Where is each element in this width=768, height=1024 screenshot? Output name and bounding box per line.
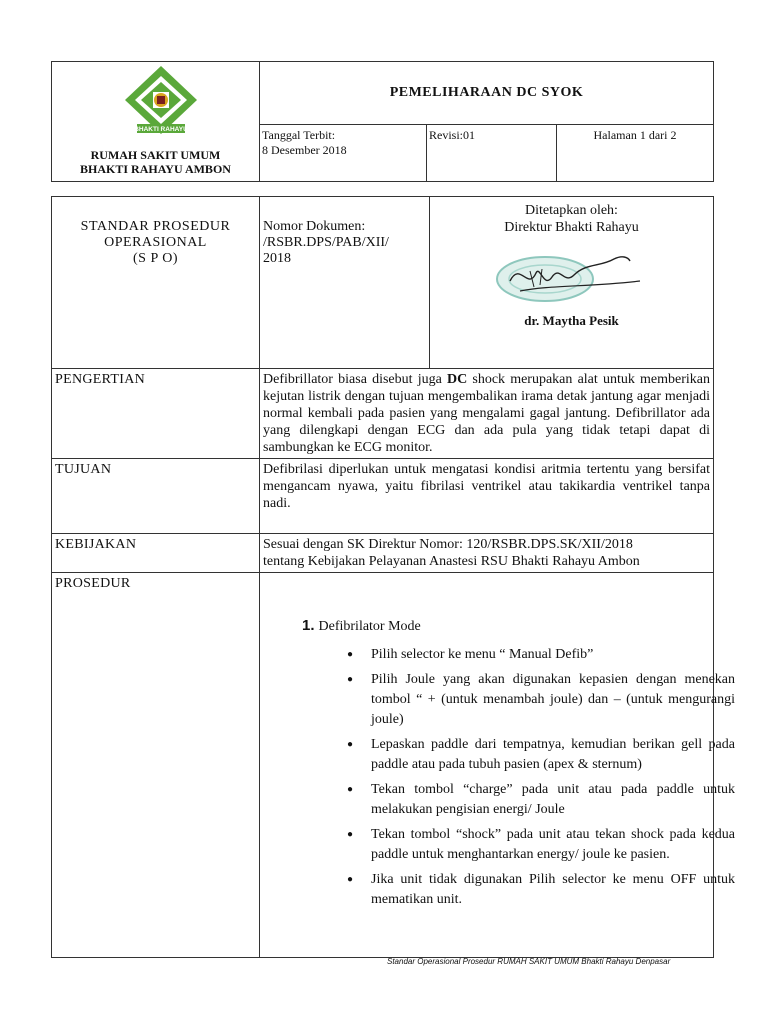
prosedur-step-title (302, 617, 421, 635)
logo-cell (52, 62, 260, 182)
tanggal-value: 8 Desember 2018 (262, 143, 347, 157)
kebijakan-label: KEBIJAKAN (52, 534, 260, 573)
logo-text: BHAKTI RAHAYU (134, 126, 188, 133)
signer-name: dr. Maytha Pesik (524, 313, 619, 328)
list-item: ● Jika unit tidak digunakan Pilih selector ke menu OFF untuk mematikan unit. (371, 870, 735, 910)
list-item: ● Tekan tombol “charge” pada unit atau pada paddle untuk melakukan pengisian energi/ Joule (371, 780, 735, 820)
tujuan-text: Defibrilasi diperlukan untuk mengatasi kondisi aritmia tertentu yang bersifat mengancam nyawa, yaitu fibrilasi ventrikel atau takikardia ventrikel tanpa nadi. (260, 459, 714, 534)
spo-cell (52, 197, 260, 369)
step-number: 1. (302, 617, 315, 634)
spo-line3: (S P O) (133, 251, 178, 266)
kebijakan-line1: Sesuai dengan SK Direktur Nomor: 120/RSBR.DPS.SK/XII/2018 (263, 537, 633, 552)
halaman-cell: Halaman 1 dari 2 (557, 125, 714, 182)
nomor-dokumen-cell (260, 197, 430, 369)
tanggal-cell (260, 125, 427, 182)
hospital-name (52, 148, 259, 176)
list-item: ● Lepaskan paddle dari tempatnya, kemudian berikan gell pada paddle atau pada tubuh pasien (apex & sternum) (371, 735, 735, 775)
header-table (51, 61, 714, 182)
page-footer: Standar Operasional Prosedur RUMAH SAKIT UMUM Bhakti Rahayu Denpasar (387, 957, 671, 966)
kebijakan-line2: tentang Kebijakan Pelayanan Anastesi RSU Bhakti Rahayu Ambon (263, 554, 640, 569)
hospital-logo-icon (121, 64, 201, 142)
prosedur-list (345, 645, 735, 915)
tanggal-label: Tanggal Terbit: (262, 128, 336, 142)
pengertian-label: PENGERTIAN (52, 369, 260, 459)
spo-line2: OPERASIONAL (104, 235, 207, 250)
tujuan-label: TUJUAN (52, 459, 260, 534)
direktur-label: Direktur Bhakti Rahayu (504, 220, 639, 235)
nomor-label: Nomor Dokumen: (263, 219, 366, 234)
pengertian-text-bold: DC (446, 372, 468, 387)
ditetapkan-label: Ditetapkan oleh: (525, 203, 618, 218)
hospital-line2: BHAKTI RAHAYU AMBON (80, 162, 231, 176)
prosedur-content (260, 573, 735, 958)
step-title: Defibrilator Mode (318, 619, 421, 634)
pengertian-text-part2: shock merupakan alat untuk memberikan kejutan listrik dengan tujuan mengembalikan irama detak jantung agar menjadi normal kembali pada pasien yang mengalami gagal jantung. Defibrillator ada yang dilengkapi dengan ECG dan ada pula yang tidak tetapi dapat di sambungkan ke ECG monitor. (263, 372, 710, 455)
list-item: ● Pilih selector ke menu “ Manual Defib” (371, 645, 735, 665)
signature-stamp-icon (490, 251, 650, 307)
pengertian-text (260, 369, 714, 459)
main-table (51, 196, 735, 958)
revisi-cell: Revisi:01 (427, 125, 557, 182)
list-item: ● Pilih Joule yang akan digunakan kepasien dengan menekan tombol “ + (untuk menambah joule) dan – (untuk mengurangi joule) (371, 670, 735, 730)
nomor-value2: 2018 (263, 251, 291, 266)
pengertian-text-part1: Defibrillator biasa disebut juga (263, 372, 447, 387)
nomor-value1: /RSBR.DPS/PAB/XII/ (263, 235, 389, 250)
prosedur-label: PROSEDUR (52, 573, 260, 958)
hospital-line1: RUMAH SAKIT UMUM (90, 148, 221, 162)
ditetapkan-cell (430, 197, 714, 369)
kebijakan-text (260, 534, 714, 573)
document-title: PEMELIHARAAN DC SYOK (260, 62, 714, 125)
spo-line1: STANDAR PROSEDUR (80, 219, 231, 234)
list-item: ● Tekan tombol “shock” pada unit atau tekan shock pada kedua paddle untuk menghantarkan energy/ joule ke pasien. (371, 825, 735, 865)
